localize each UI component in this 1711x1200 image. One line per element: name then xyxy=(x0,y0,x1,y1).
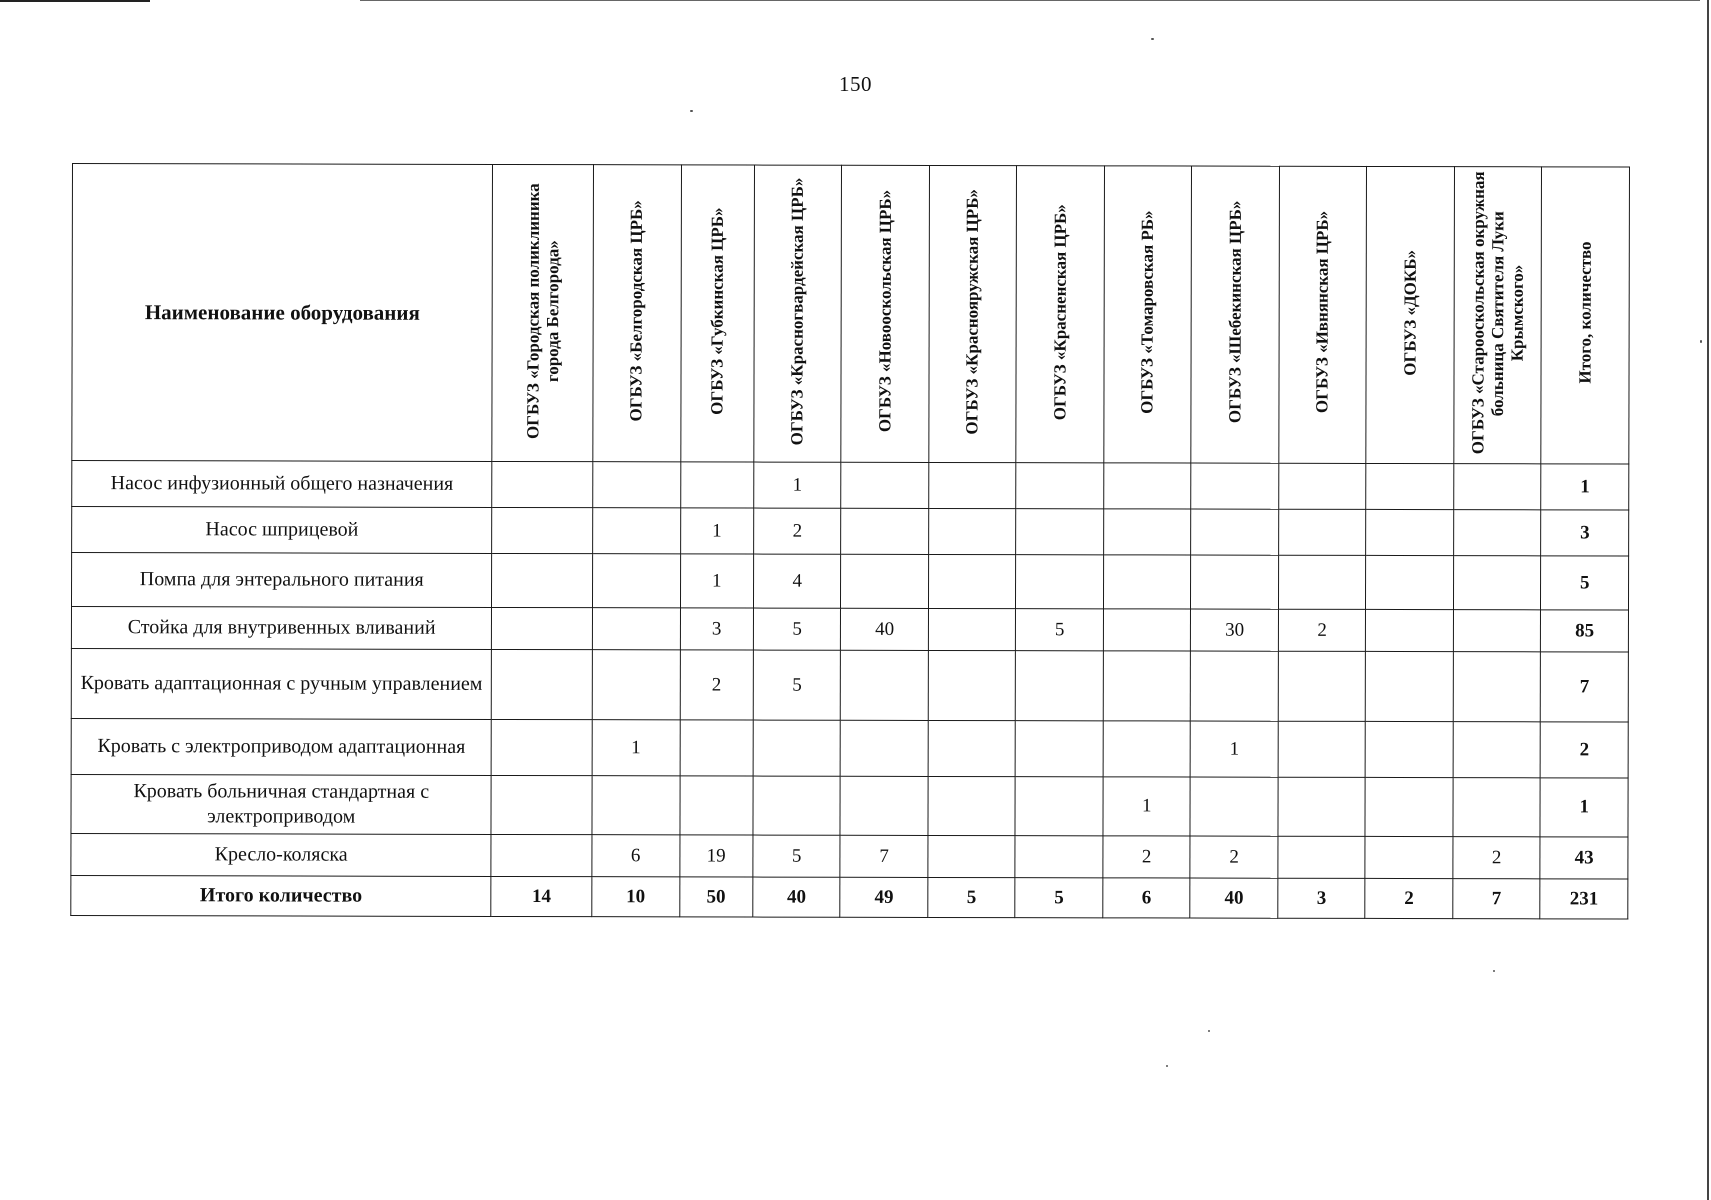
column-header-novooskolskaya-crb: ОГБУЗ «Новооскольская ЦРБ» xyxy=(841,165,929,462)
row-equipment-name: Кровать с электроприводом адаптационная xyxy=(71,718,492,775)
quantity-cell xyxy=(1366,555,1454,609)
row-equipment-name: Кресло-коляска xyxy=(71,833,492,876)
total-row-label: Итого количество xyxy=(71,875,492,916)
quantity-cell xyxy=(1103,609,1191,651)
column-header-krasnenskaya-crb: ОГБУЗ «Красненская ЦРБ» xyxy=(1016,166,1104,463)
quantity-cell xyxy=(1104,509,1192,555)
row-total-cell: 1 xyxy=(1541,464,1629,510)
quantity-cell xyxy=(928,776,1016,835)
quantity-cell xyxy=(592,776,680,835)
row-equipment-name: Кровать больничная стандартная с электроприводом xyxy=(71,774,492,834)
quantity-cell: 2 xyxy=(1103,836,1191,878)
quantity-cell: 1 xyxy=(680,554,754,608)
column-total-cell: 7 xyxy=(1453,879,1541,919)
quantity-cell: 3 xyxy=(680,608,754,650)
table-row xyxy=(71,553,1628,611)
table-row xyxy=(71,718,1628,778)
row-total-cell: 85 xyxy=(1541,610,1629,652)
quantity-cell xyxy=(1278,721,1366,777)
quantity-cell xyxy=(1365,836,1453,878)
header-row xyxy=(72,164,1630,465)
quantity-cell xyxy=(680,720,754,776)
scan-speck xyxy=(1166,1065,1168,1067)
column-total-cell: 5 xyxy=(1015,878,1103,918)
quantity-cell xyxy=(1453,778,1541,837)
quantity-cell: 1 xyxy=(592,720,680,776)
quantity-cell xyxy=(1366,463,1454,509)
table-row xyxy=(71,607,1628,653)
scan-edge-top xyxy=(360,0,1700,1)
scan-speck xyxy=(1700,340,1702,343)
row-equipment-name: Стойка для внутривенных вливаний xyxy=(71,607,492,650)
table-row xyxy=(71,774,1628,837)
quantity-cell: 4 xyxy=(753,554,841,608)
quantity-cell xyxy=(1278,836,1366,878)
scan-speck xyxy=(1151,38,1154,40)
table-row xyxy=(72,461,1629,511)
quantity-cell xyxy=(1015,777,1103,836)
row-equipment-name: Кровать адаптационная с ручным управлением xyxy=(71,648,492,719)
quantity-cell: 2 xyxy=(754,508,842,554)
quantity-cell xyxy=(841,462,929,508)
quantity-cell: 1 xyxy=(754,462,842,508)
scan-speck xyxy=(1493,970,1495,972)
quantity-cell xyxy=(1103,721,1191,777)
column-header-belgorodskaya-crb: ОГБУЗ «Белгородская ЦРБ» xyxy=(593,165,681,462)
quantity-cell xyxy=(1453,610,1541,652)
quantity-cell xyxy=(1190,777,1278,836)
column-total-cell: 50 xyxy=(679,877,753,917)
quantity-cell: 30 xyxy=(1191,609,1279,651)
quantity-cell xyxy=(492,649,593,719)
column-total-cell: 3 xyxy=(1278,878,1366,918)
quantity-cell xyxy=(1016,555,1104,609)
scan-edge-top-left xyxy=(0,0,150,2)
quantity-cell: 2 xyxy=(1453,837,1541,879)
column-header-gorodskaya-poliklinika: ОГБУЗ «Городская поликлиника города Белгорода» xyxy=(492,164,593,461)
column-header-ivnyanskaya-crb: ОГБУЗ «Ивнянская ЦРБ» xyxy=(1279,166,1367,463)
column-header-krasnogvardeyskaya-crb: ОГБУЗ «Красногвардейская ЦРБ» xyxy=(754,165,842,462)
quantity-cell xyxy=(1279,463,1367,509)
quantity-cell xyxy=(1454,464,1542,510)
quantity-cell xyxy=(492,507,593,553)
quantity-cell xyxy=(492,461,593,507)
quantity-cell xyxy=(491,834,592,876)
quantity-cell xyxy=(928,835,1016,877)
quantity-cell: 2 xyxy=(1190,836,1278,878)
quantity-cell xyxy=(1278,651,1366,721)
quantity-cell xyxy=(1366,651,1454,721)
quantity-cell xyxy=(1104,463,1192,509)
column-header-shebekinskaya-crb: ОГБУЗ «Шебекинская ЦРБ» xyxy=(1191,166,1279,463)
quantity-cell xyxy=(1366,509,1454,555)
quantity-cell: 5 xyxy=(753,608,841,650)
table-row xyxy=(72,507,1629,557)
column-header-tomarovskaya-rb: ОГБУЗ «Томаровская РБ» xyxy=(1104,166,1192,463)
row-total-cell: 2 xyxy=(1541,722,1629,778)
quantity-cell xyxy=(1016,509,1104,555)
column-total-cell: 6 xyxy=(1103,878,1191,918)
quantity-cell: 6 xyxy=(592,835,680,877)
quantity-cell xyxy=(593,508,681,554)
quantity-cell: 40 xyxy=(841,608,929,650)
column-header-itogo-kolichestvo: Итого, количество xyxy=(1541,167,1629,464)
quantity-cell xyxy=(1015,836,1103,878)
quantity-cell xyxy=(1191,651,1279,721)
quantity-cell xyxy=(492,719,593,775)
grand-total-cell: 231 xyxy=(1540,879,1628,919)
quantity-cell xyxy=(1191,555,1279,609)
quantity-cell xyxy=(1016,721,1104,777)
quantity-cell xyxy=(1453,556,1541,610)
quantity-cell xyxy=(593,462,681,508)
row-total-cell: 43 xyxy=(1540,837,1628,879)
quantity-cell xyxy=(1278,555,1366,609)
quantity-cell: 5 xyxy=(753,650,841,720)
quantity-cell xyxy=(680,462,754,508)
quantity-cell xyxy=(753,720,841,776)
quantity-cell xyxy=(929,462,1017,508)
column-total-cell: 2 xyxy=(1365,878,1453,918)
quantity-cell xyxy=(928,608,1016,650)
quantity-cell: 5 xyxy=(1016,609,1104,651)
quantity-cell: 2 xyxy=(680,650,754,720)
quantity-cell xyxy=(1453,652,1541,722)
row-total-cell: 5 xyxy=(1541,556,1629,610)
quantity-cell xyxy=(841,554,929,608)
column-total-cell: 40 xyxy=(1190,878,1278,918)
quantity-cell xyxy=(841,720,929,776)
quantity-cell xyxy=(1278,777,1366,836)
quantity-cell xyxy=(1016,651,1104,721)
row-total-cell: 7 xyxy=(1541,652,1629,722)
quantity-cell xyxy=(592,650,680,720)
quantity-cell xyxy=(1191,463,1279,509)
column-header-dokb: ОГБУЗ «ДОКБ» xyxy=(1366,166,1454,463)
quantity-cell xyxy=(1454,510,1542,556)
quantity-cell xyxy=(491,775,592,834)
scan-speck xyxy=(690,110,693,112)
quantity-cell xyxy=(1365,777,1453,836)
column-total-cell: 10 xyxy=(592,877,680,917)
scan-speck xyxy=(1208,1030,1210,1032)
table-row xyxy=(71,833,1628,879)
quantity-cell: 2 xyxy=(1278,609,1366,651)
equipment-table xyxy=(70,163,1630,920)
quantity-cell: 19 xyxy=(679,835,753,877)
total-row xyxy=(71,875,1628,919)
quantity-cell xyxy=(492,607,593,649)
quantity-cell: 5 xyxy=(753,835,841,877)
column-header-starooskolskaya-bolnitsa: ОГБУЗ «Старооскольская окружная больница Святителя Луки Крымского» xyxy=(1454,167,1542,464)
column-header-krasnoyaruzhskaya-crb: ОГБУЗ «Краснояружская ЦРБ» xyxy=(929,165,1017,462)
quantity-cell: 1 xyxy=(1103,777,1191,836)
column-header-gubkinskaya-crb: ОГБУЗ «Губкинская ЦРБ» xyxy=(680,165,754,462)
quantity-cell xyxy=(592,608,680,650)
quantity-cell xyxy=(1103,651,1191,721)
scan-edge-right xyxy=(1707,0,1709,1200)
quantity-cell xyxy=(1366,609,1454,651)
page-number: 150 xyxy=(839,72,872,96)
row-total-cell: 3 xyxy=(1541,510,1629,556)
quantity-cell: 1 xyxy=(1191,721,1279,777)
quantity-cell xyxy=(1279,509,1367,555)
quantity-cell xyxy=(841,508,929,554)
quantity-cell xyxy=(841,650,929,720)
equipment-name-header: Наименование оборудования xyxy=(72,164,493,462)
quantity-cell xyxy=(1016,463,1104,509)
row-equipment-name: Насос шприцевой xyxy=(72,507,493,554)
quantity-cell xyxy=(679,776,753,835)
column-total-cell: 14 xyxy=(491,876,592,916)
quantity-cell xyxy=(928,554,1016,608)
quantity-cell xyxy=(492,553,593,607)
column-total-cell: 5 xyxy=(928,877,1016,917)
quantity-cell xyxy=(928,650,1016,720)
quantity-cell xyxy=(753,776,841,835)
quantity-cell xyxy=(1366,721,1454,777)
row-equipment-name: Насос инфузионный общего назначения xyxy=(72,461,493,508)
quantity-cell xyxy=(1191,509,1279,555)
quantity-cell xyxy=(592,554,680,608)
row-total-cell: 1 xyxy=(1540,778,1628,837)
quantity-cell xyxy=(1103,555,1191,609)
quantity-cell xyxy=(840,776,928,835)
quantity-cell xyxy=(929,508,1017,554)
quantity-cell: 1 xyxy=(680,508,754,554)
quantity-cell xyxy=(1453,722,1541,778)
column-total-cell: 49 xyxy=(840,877,928,917)
row-equipment-name: Помпа для энтерального питания xyxy=(71,553,492,608)
quantity-cell: 7 xyxy=(840,835,928,877)
quantity-cell xyxy=(928,720,1016,776)
column-total-cell: 40 xyxy=(753,877,841,917)
table-row xyxy=(71,648,1628,722)
